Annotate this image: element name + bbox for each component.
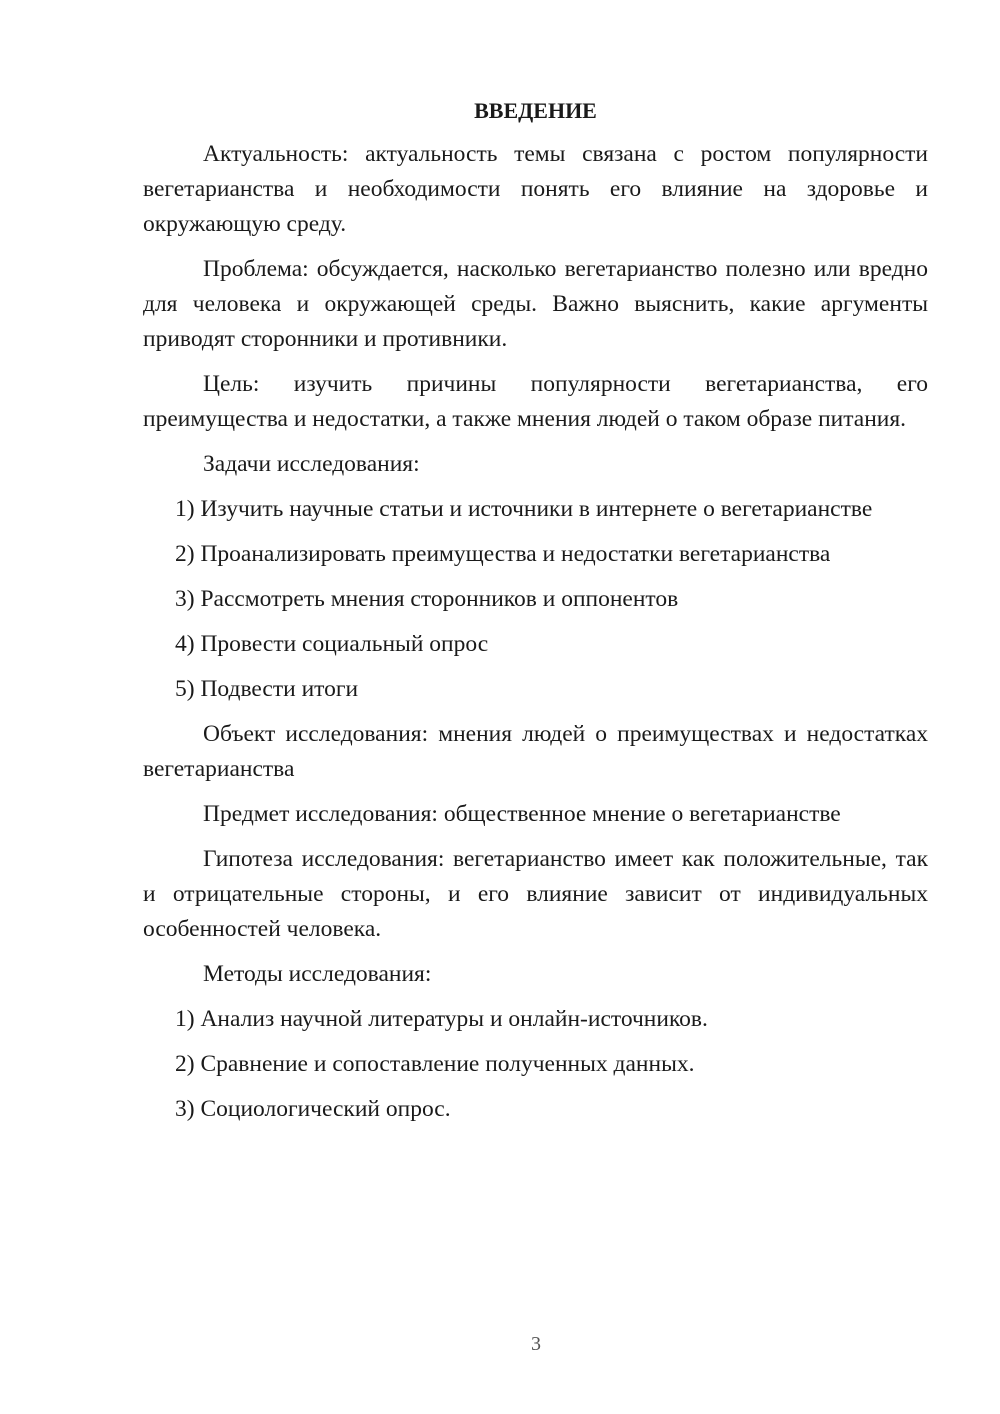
list-item: 3) Рассмотреть мнения сторонников и оппонентов [175,586,679,612]
tasks-heading: Задачи исследования: [203,451,420,477]
page-title: ВВЕДЕНИЕ [474,98,597,123]
list-item: 3) Социологический опрос. [175,1096,451,1122]
paragraph-relevance: Актуальность: актуальность темы связана с ростом популярности вегетарианства и необходимости понять его влияние на здоровье и окружающую среду. [143,141,928,237]
paragraph-object: Объект исследования: мнения людей о преимуществах и недостатках вегетарианства [143,721,928,782]
page-number: 3 [531,1333,541,1355]
paragraph-problem: Проблема: обсуждается, насколько вегетарианство полезно или вредно для человека и окружающей среды. Важно выяснить, какие аргументы приводят сторонники и противники. [143,256,928,352]
paragraph-hypothesis: Гипотеза исследования: вегетарианство имеет как положительные, так и отрицательные стороны, и его влияние зависит от индивидуальных особенностей человека. [143,846,928,942]
list-item: 2) Сравнение и сопоставление полученных данных. [175,1051,695,1077]
list-item: 2) Проанализировать преимущества и недостатки вегетарианства [175,541,831,567]
list-item: 5) Подвести итоги [175,676,359,702]
list-item: 4) Провести социальный опрос [175,631,489,657]
list-item: 1) Изучить научные статьи и источники в интернете о вегетарианстве [175,496,873,522]
list-item: 1) Анализ научной литературы и онлайн-источников. [175,1006,708,1032]
methods-heading: Методы исследования: [203,961,432,987]
methods-list [143,1002,928,1127]
paragraph-goal: Цель: изучить причины популярности вегетарианства, его преимущества и недостатки, а также мнения людей о таком образе питания. [143,371,928,432]
paragraph-subject: Предмет исследования: общественное мнение о вегетарианстве [203,801,841,827]
tasks-list [143,492,928,707]
page-content [143,95,928,1137]
